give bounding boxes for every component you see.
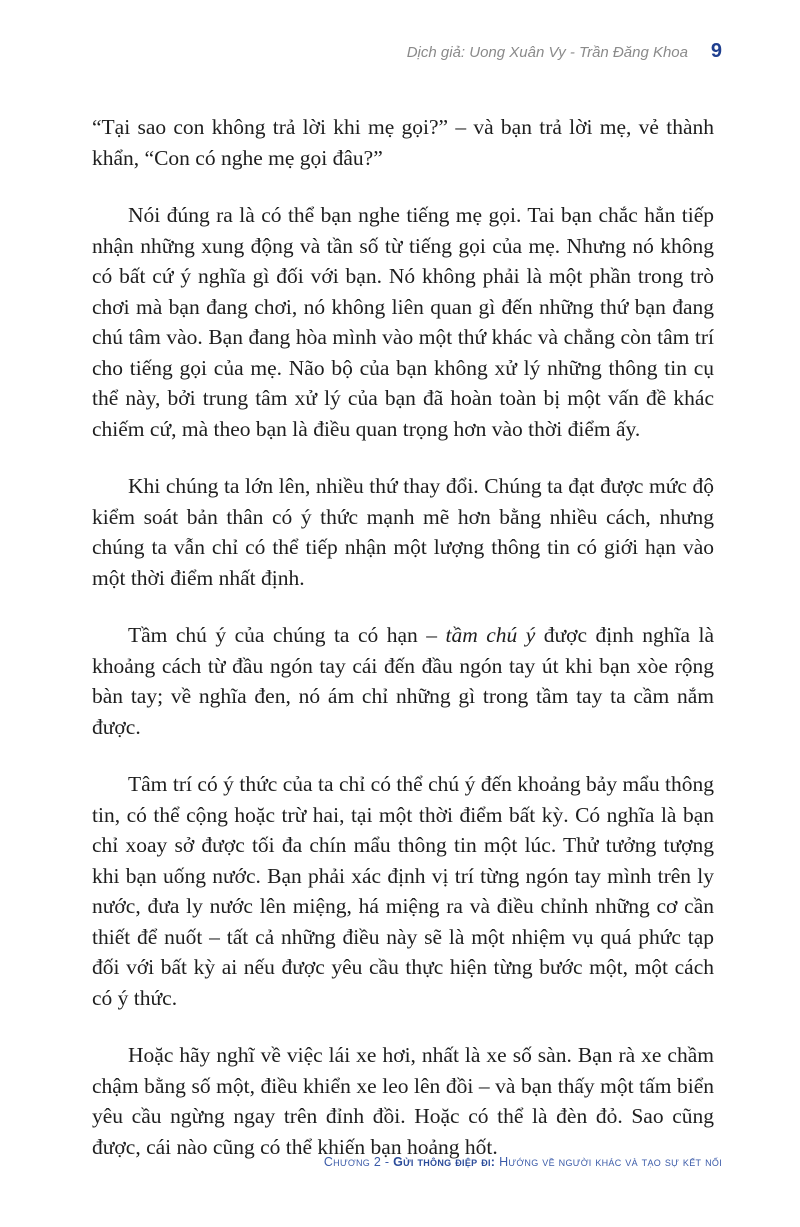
- paragraph-6: Hoặc hãy nghĩ về việc lái xe hơi, nhất là xe số sàn. Bạn rà xe chầm chậm bằng số một, điều khiển xe leo lên đồi – và bạn thấy một tấm biển yêu cầu ngừng ngay trên đỉnh đồi. Hoặc có thể là đèn đỏ. Sao cũng được, cái nào cũng có thể khiến bạn hoảng hốt.: [92, 1043, 714, 1159]
- body-text: [92, 112, 714, 1189]
- page-number: 9: [710, 40, 722, 62]
- paragraph-4-before: Tầm chú ý của chúng ta có hạn –: [128, 623, 446, 647]
- paragraph-4-after: được định nghĩa là khoảng cách từ đầu ngón tay cái đến đầu ngón tay út khi bạn xòe rộng bàn tay; về nghĩa đen, nó ám chỉ những gì trong tầm tay ta cầm nắm được.: [92, 623, 714, 739]
- paragraph-4-italic: tầm chú ý: [445, 623, 536, 647]
- running-header: [407, 44, 688, 61]
- translator-names: Uong Xuân Vy - Trần Đăng Khoa: [469, 44, 688, 61]
- paragraph-5: Tâm trí có ý thức của ta chỉ có thể chú ý đến khoảng bảy mẩu thông tin, có thể cộng hoặc trừ hai, tại một thời điểm bất kỳ. Có nghĩa là bạn chỉ xoay sở được tối đa chín mẩu thông tin một lúc. Thử tưởng tượng khi bạn uống nước. Bạn phải xác định vị trí từng ngón tay mình trên ly nước, đưa ly nước lên miệng, há miệng ra và điều chỉnh những cơ cần thiết để nuốt – tất cả những điều này sẽ là một nhiệm vụ quá phức tạp đối với bất kỳ ai nếu được yêu cầu thực hiện từng bước một, một cách có ý thức.: [92, 772, 714, 1010]
- paragraph-3: Khi chúng ta lớn lên, nhiều thứ thay đổi. Chúng ta đạt được mức độ kiểm soát bản thân có ý thức mạnh mẽ hơn bằng nhiều cách, nhưng chúng ta vẫn chỉ có thể tiếp nhận một lượng thông tin có giới hạn vào một thời điểm nhất định.: [92, 474, 714, 590]
- paragraph-4: [92, 620, 714, 742]
- paragraph-2: Nói đúng ra là có thể bạn nghe tiếng mẹ gọi. Tai bạn chắc hẳn tiếp nhận những xung động và tần số từ tiếng gọi của mẹ. Nhưng nó không có bất cứ ý nghĩa gì đối với bạn. Nó không phải là một phần trong trò chơi mà bạn đang chơi, nó không liên quan gì đến những thứ bạn đang chú tâm vào. Bạn đang hòa mình vào một thứ khác và chẳng còn tâm trí cho tiếng gọi của mẹ. Não bộ của bạn không xử lý những thông tin cụ thể này, bởi trung tâm xử lý của bạn đã hoàn toàn bị một vấn đề khác chiếm cứ, mà theo bạn là điều quan trọng hơn vào thời điểm ấy.: [92, 203, 714, 441]
- footer-chapter: Chương 2 -: [323, 1155, 390, 1169]
- footer-part-title: Gửi thông điệp đi:: [393, 1155, 496, 1169]
- paragraph-1: “Tại sao con không trả lời khi mẹ gọi?” – và bạn trả lời mẹ, vẻ thành khẩn, “Con có nghe mẹ gọi đâu?”: [92, 115, 714, 170]
- running-footer: [0, 1155, 722, 1169]
- footer-subtitle: Hướng về người khác và tạo sự kết nối: [499, 1155, 722, 1169]
- translator-label: Dịch giả:: [406, 44, 466, 61]
